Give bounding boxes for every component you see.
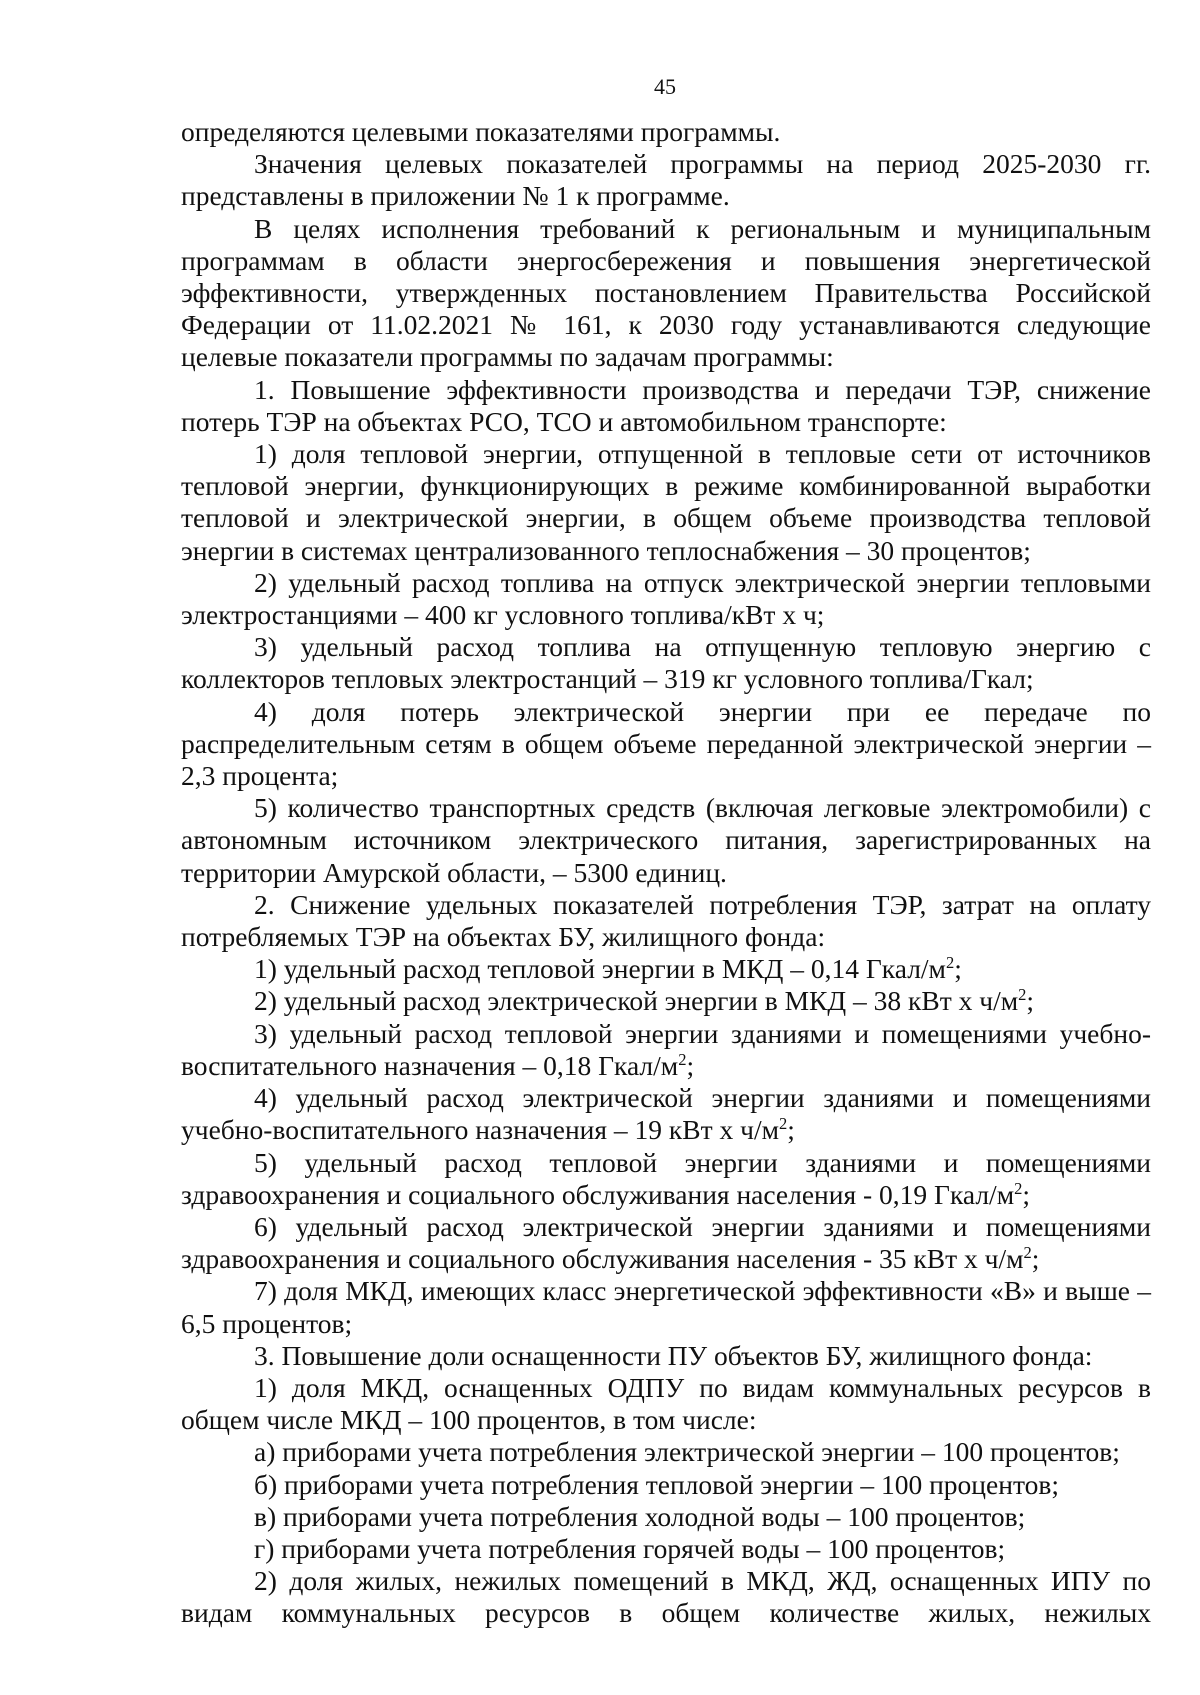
paragraph-text: В целях исполнения требований к региональным и муниципальным программам в области энергосбережения и повышения энергетической эффективности, утвержденных постановлением Правительства Российской Федерации от 11.02.2021 № 161, к 2030 году устанавливаются следующие целевые показатели программы по задачам программы: [181, 212, 1151, 373]
paragraph-text: б) приборами учета потребления тепловой энергии – 100 процентов; [254, 1468, 1059, 1500]
paragraph-text: 1) доля МКД, оснащенных ОДПУ по видам коммунальных ресурсов в общем числе МКД – 100 процентов, в том числе: [181, 1371, 1151, 1436]
paragraph-text: 4) удельный расход электрической энергии зданиями и помещениями учебно-воспитательного назначения – 19 кВт х ч/м [181, 1082, 1151, 1146]
paragraph-text: 2) удельный расход электрической энергии в МКД – 38 кВт х ч/м [254, 985, 1019, 1017]
paragraph [181, 1565, 1151, 1629]
paragraph-text: в) приборами учета потребления холодной воды – 100 процентов; [254, 1500, 1026, 1532]
paragraph [181, 1436, 1151, 1468]
paragraph [181, 1082, 1151, 1146]
paragraph-tail: ; [686, 1049, 695, 1081]
paragraph [181, 1147, 1151, 1211]
paragraph-tail: ; [1026, 985, 1034, 1017]
paragraph [181, 148, 1151, 212]
paragraph [181, 1533, 1151, 1565]
paragraph [181, 116, 1151, 148]
paragraph-tail: ; [787, 1114, 795, 1146]
paragraph [181, 696, 1151, 793]
page-number: 45 [654, 74, 676, 99]
paragraph-text: 2. Снижение удельных показателей потребления ТЭР, затрат на оплату потребляемых ТЭР на объектах БУ, жилищного фонда: [181, 888, 1151, 953]
paragraph-text: Значения целевых показателей программы на период 2025-2030 гг. представлены в приложении № 1 к программе. [181, 148, 1151, 212]
paragraph-text: 2) доля жилых, нежилых помещений в МКД, ЖД, оснащенных ИПУ по видам коммунальных ресурсов в общем количестве жилых, нежилых [181, 1565, 1151, 1629]
paragraph-text: 1. Повышение эффективности производства и передачи ТЭР, снижение потерь ТЭР на объектах РСО, ТСО и автомобильном транспорте: [181, 373, 1151, 437]
paragraph-text: 5) удельный расход тепловой энергии зданиями и помещениями здравоохранения и социального обслуживания населения - 0,19 Гкал/м [181, 1146, 1151, 1210]
superscript: 2 [1023, 1242, 1032, 1262]
paragraph [181, 985, 1151, 1017]
paragraph [181, 792, 1151, 889]
paragraph [181, 953, 1151, 985]
paragraph [181, 1372, 1151, 1436]
paragraph [181, 567, 1151, 631]
paragraph-text: 5) количество транспортных средств (включая легковые электромобили) с автономным источником электрического питания, зарегистрированных на территории Амурской области, – 5300 единиц. [181, 792, 1151, 888]
paragraph [181, 1211, 1151, 1275]
paragraph-text: определяются целевыми показателями программы. [181, 116, 781, 147]
paragraph-text: 3) удельный расход топлива на отпущенную тепловую энергию с коллекторов тепловых электростанций – 319 кг условного топлива/Гкал; [181, 631, 1151, 695]
paragraph-text: 3. Повышение доли оснащенности ПУ объектов БУ, жилищного фонда: [254, 1339, 1093, 1371]
paragraph [181, 889, 1151, 953]
paragraph-tail: ; [1031, 1243, 1040, 1275]
paragraph-text: 1) доля тепловой энергии, отпущенной в тепловые сети от источников тепловой энергии, функционирующих в режиме комбинированной выработки тепловой и электрической энергии, в общем объеме производства тепловой энергии в системах централизованного теплоснабжения – 30 процентов; [181, 438, 1151, 566]
paragraph-text: 6) удельный расход электрической энергии зданиями и помещениями здравоохранения и социального обслуживания населения - 35 кВт х ч/м [181, 1210, 1151, 1275]
paragraph-text: а) приборами учета потребления электрической энергии – 100 процентов; [254, 1436, 1120, 1468]
paragraph-text: 4) доля потерь электрической энергии при ее передаче по распределительным сетям в общем объеме переданной электрической энергии – 2,3 процента; [181, 695, 1151, 792]
paragraph [181, 213, 1151, 374]
paragraph-text: 3) удельный расход тепловой энергии зданиями и помещениями учебно-воспитательного назначения – 0,18 Гкал/м [181, 1017, 1151, 1081]
paragraph [181, 1275, 1151, 1339]
superscript: 2 [779, 1114, 788, 1134]
paragraph-text: 1) удельный расход тепловой энергии в МКД – 0,14 Гкал/м [254, 953, 946, 985]
superscript: 2 [1014, 1178, 1023, 1198]
paragraph-tail: ; [1022, 1178, 1030, 1210]
paragraph [181, 1469, 1151, 1501]
superscript: 2 [678, 1049, 687, 1069]
paragraph [181, 374, 1151, 438]
paragraph-text: 7) доля МКД, имеющих класс энергетической эффективности «В» и выше – 6,5 процентов; [181, 1275, 1151, 1339]
paragraph [181, 1018, 1151, 1082]
paragraph [181, 631, 1151, 695]
paragraph [181, 1340, 1151, 1372]
paragraph [181, 438, 1151, 567]
paragraph [181, 1501, 1151, 1533]
document-body [181, 116, 1151, 1630]
paragraph-text: 2) удельный расход топлива на отпуск электрической энергии тепловыми электростанциями – 400 кг условного топлива/кВт х ч; [181, 566, 1151, 631]
superscript: 2 [945, 953, 955, 973]
paragraph-tail: ; [954, 953, 962, 985]
superscript: 2 [1018, 985, 1027, 1005]
paragraph-text: г) приборами учета потребления горячей воды – 100 процентов; [254, 1532, 1006, 1564]
